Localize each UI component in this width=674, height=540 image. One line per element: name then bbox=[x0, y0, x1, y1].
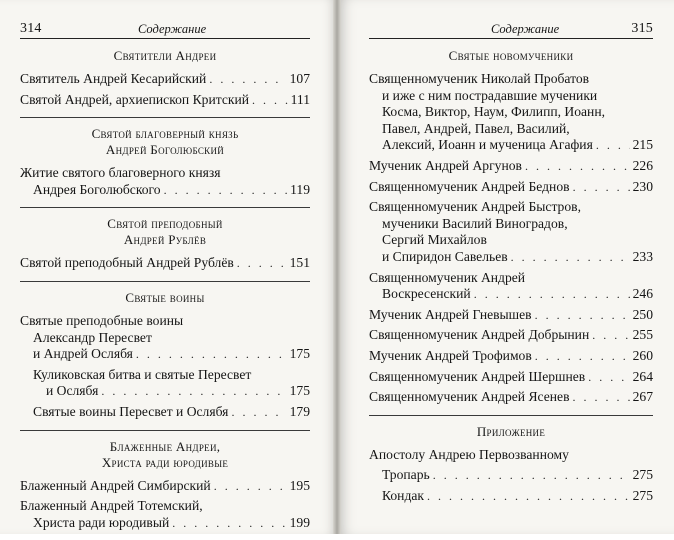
section-title-line: Святой благоверный князь bbox=[91, 126, 239, 142]
leader-dots bbox=[573, 389, 630, 406]
toc-entry-text: и Андрей Ослябя bbox=[33, 346, 133, 362]
toc-page-number: 275 bbox=[632, 467, 653, 483]
toc-entry-text: Алексий, Иоанн и мученица Агафия bbox=[382, 137, 593, 153]
toc-entry[interactable] bbox=[20, 92, 310, 109]
toc-entry-last-line bbox=[369, 286, 653, 303]
leader-dots bbox=[214, 478, 287, 495]
toc-entry[interactable] bbox=[369, 199, 653, 265]
leader-dots bbox=[172, 515, 286, 532]
toc-entry-text: Сергий Михайлов bbox=[382, 232, 487, 248]
toc-section bbox=[20, 431, 310, 540]
leader-dots bbox=[596, 137, 630, 154]
section-title bbox=[20, 439, 310, 471]
section-title bbox=[20, 216, 310, 248]
toc-entry-last-line bbox=[20, 515, 310, 532]
toc-entry-text: Мученик Андрей Аргунов bbox=[369, 157, 522, 173]
section-title bbox=[20, 126, 310, 158]
toc-page-number: 264 bbox=[632, 368, 653, 384]
leader-dots bbox=[231, 404, 286, 421]
book-gutter bbox=[333, 0, 341, 534]
toc-entry-text: Святые преподобные воины bbox=[20, 312, 184, 328]
left-contents bbox=[20, 40, 310, 540]
toc-entry-last-line bbox=[382, 467, 653, 484]
toc-page-number: 267 bbox=[632, 389, 653, 405]
toc-page-number: 179 bbox=[289, 403, 310, 419]
toc-entry-text: Андрея Боголюбского bbox=[33, 181, 161, 197]
toc-entry-text: Блаженный Андрей Тотемский, bbox=[20, 498, 203, 514]
toc-entry[interactable] bbox=[20, 165, 310, 198]
toc-page-number: 275 bbox=[632, 487, 653, 503]
toc-entry-last-line bbox=[20, 182, 310, 199]
left-page-number: 314 bbox=[20, 21, 42, 36]
toc-entry[interactable] bbox=[20, 498, 310, 531]
toc-entry-text: Священномученик Андрей Беднов bbox=[369, 178, 570, 194]
section-title bbox=[369, 424, 653, 440]
toc-entry-text: Священномученик Андрей Добрынин bbox=[369, 327, 590, 343]
toc-entry-text: и Ослябя bbox=[46, 383, 99, 399]
toc-entry[interactable] bbox=[369, 158, 653, 175]
toc-entry[interactable] bbox=[20, 404, 310, 421]
leader-dots bbox=[511, 249, 630, 266]
toc-entry-text: Блаженный Андрей Симбирский bbox=[20, 477, 211, 493]
toc-section bbox=[369, 40, 653, 416]
toc-entry[interactable] bbox=[20, 313, 310, 363]
leader-dots bbox=[136, 346, 287, 363]
leader-dots bbox=[588, 369, 629, 386]
leader-dots bbox=[164, 182, 288, 199]
toc-entry[interactable] bbox=[369, 270, 653, 303]
section-title-line: Блаженные Андреи, bbox=[109, 438, 221, 454]
leader-dots bbox=[433, 467, 630, 484]
toc-section bbox=[20, 208, 310, 282]
toc-entry-last-line bbox=[20, 71, 310, 88]
toc-entry-text: Павел, Андрей, Павел, Василий, bbox=[382, 120, 570, 136]
toc-entry[interactable] bbox=[369, 179, 653, 196]
toc-page-number: 151 bbox=[289, 255, 310, 271]
leader-dots bbox=[101, 383, 286, 400]
toc-entry-last-line bbox=[369, 369, 653, 386]
leader-dots bbox=[427, 488, 630, 505]
toc-entry-last-line bbox=[20, 478, 310, 495]
toc-entry-text: Христа ради юродивый bbox=[33, 514, 170, 530]
toc-entry[interactable] bbox=[369, 389, 653, 406]
toc-entry[interactable] bbox=[20, 255, 310, 272]
toc-entry-text: мученики Василий Виноградов, bbox=[382, 215, 568, 231]
right-page-number: 315 bbox=[631, 21, 653, 36]
left-running-head bbox=[20, 0, 310, 40]
header-rule bbox=[20, 38, 310, 39]
toc-entry-text: Священномученик Андрей Быстров, bbox=[369, 199, 581, 215]
toc-entry-last-line bbox=[369, 307, 653, 324]
toc-entry-last-line bbox=[369, 249, 653, 266]
section-title-line: Святые воины bbox=[125, 289, 205, 305]
left-running-title: Содержание bbox=[138, 22, 207, 36]
toc-entry-last-line bbox=[369, 348, 653, 365]
toc-page-number: 199 bbox=[289, 514, 310, 530]
toc-entry-text: Воскресенский bbox=[382, 286, 471, 302]
toc-entry-text: Святой Андрей, архиепископ Критский bbox=[20, 91, 250, 107]
toc-entry-text: Александр Пересвет bbox=[33, 329, 152, 345]
toc-entry-text: Кондак bbox=[382, 487, 425, 503]
leader-dots bbox=[474, 286, 630, 303]
toc-entry-text: Житие святого благоверного князя bbox=[20, 165, 221, 181]
toc-page-number: 107 bbox=[289, 71, 310, 86]
toc-entry[interactable] bbox=[369, 369, 653, 386]
toc-page-number: 195 bbox=[289, 477, 310, 493]
right-running-title: Содержание bbox=[491, 22, 560, 36]
toc-entry-text: Апостолу Андрею Первозванному bbox=[369, 446, 569, 462]
toc-section bbox=[20, 282, 310, 431]
section-title-line: Святители Андреи bbox=[113, 48, 217, 63]
toc-entry[interactable] bbox=[369, 488, 653, 505]
right-page bbox=[337, 0, 674, 534]
right-contents bbox=[369, 40, 653, 513]
toc-page-number: 175 bbox=[289, 346, 310, 362]
toc-entry-last-line bbox=[20, 92, 310, 109]
section-title-line: Святой преподобный bbox=[107, 216, 223, 232]
leader-dots bbox=[592, 327, 629, 344]
toc-page-number: 175 bbox=[289, 383, 310, 399]
toc-entry-text: и иже с ним пострадавшие мученики bbox=[382, 87, 598, 103]
leader-dots bbox=[237, 255, 287, 272]
section-title-line: Андрей Боголюбский bbox=[105, 142, 225, 158]
toc-entry[interactable] bbox=[369, 467, 653, 484]
leader-dots bbox=[573, 179, 630, 196]
toc-page-number: 119 bbox=[290, 181, 310, 197]
toc-entry-text: Священномученик Андрей Шершнев bbox=[369, 368, 586, 384]
leader-dots bbox=[535, 307, 630, 324]
left-page bbox=[0, 0, 337, 534]
leader-dots bbox=[535, 348, 630, 365]
leader-dots bbox=[525, 158, 630, 175]
toc-entry-text: Мученик Андрей Трофимов bbox=[369, 347, 532, 363]
toc-entry[interactable] bbox=[20, 71, 310, 88]
leader-dots bbox=[209, 71, 286, 88]
toc-entry-text: Святитель Андрей Кесарийский bbox=[20, 71, 207, 86]
toc-entry-last-line bbox=[369, 327, 653, 344]
toc-entry-text: Священномученик Николай Пробатов bbox=[369, 71, 590, 86]
toc-entry-last-line bbox=[20, 255, 310, 272]
toc-entry-last-line bbox=[369, 389, 653, 406]
toc-entry-text: и Спиридон Савельев bbox=[382, 248, 508, 264]
toc-entry-last-line bbox=[33, 383, 310, 400]
toc-entry[interactable] bbox=[369, 307, 653, 324]
right-running-head bbox=[369, 0, 653, 40]
section-title bbox=[369, 48, 653, 64]
toc-section bbox=[369, 416, 653, 514]
toc-section bbox=[20, 40, 310, 118]
toc-entry[interactable] bbox=[369, 348, 653, 365]
toc-entry-text: Святой преподобный Андрей Рублёв bbox=[20, 255, 234, 271]
section-title-line: Святые новомученики bbox=[448, 48, 574, 63]
toc-entry-text: Священномученик Андрей Ясенев bbox=[369, 389, 570, 405]
toc-section bbox=[20, 118, 310, 208]
toc-entry-text: Куликовская битва и святые Пересвет bbox=[33, 366, 252, 382]
toc-entry-last-line bbox=[369, 137, 653, 154]
toc-page-number: 226 bbox=[632, 157, 653, 173]
header-rule bbox=[369, 38, 653, 39]
section-title bbox=[20, 290, 310, 306]
toc-entry-text: Святые воины Пересвет и Ослябя bbox=[33, 403, 229, 419]
section-title bbox=[20, 48, 310, 64]
section-title-line: Приложение bbox=[476, 423, 546, 439]
toc-page-number: 250 bbox=[632, 306, 653, 322]
toc-page-number: 260 bbox=[632, 347, 653, 363]
toc-entry-text: Мученик Андрей Гневышев bbox=[369, 306, 532, 322]
toc-entry-text: Священномученик Андрей bbox=[369, 269, 526, 285]
section-title-line: Христа ради юродивые bbox=[101, 454, 229, 470]
leader-dots bbox=[252, 92, 288, 109]
toc-entry-last-line bbox=[382, 488, 653, 505]
toc-entry-text: Тропарь bbox=[382, 467, 430, 483]
toc-entry[interactable] bbox=[369, 71, 653, 154]
toc-page-number: 255 bbox=[632, 327, 653, 343]
toc-entry-last-line bbox=[369, 158, 653, 175]
section-title-line: Андрей Рублёв bbox=[123, 232, 207, 248]
toc-entry[interactable] bbox=[369, 327, 653, 344]
toc-entry-last-line bbox=[33, 404, 310, 421]
toc-page-number: 233 bbox=[632, 248, 653, 264]
toc-entry[interactable] bbox=[20, 367, 310, 400]
toc-entry-last-line bbox=[369, 179, 653, 196]
toc-entry[interactable] bbox=[20, 478, 310, 495]
toc-entry-last-line bbox=[20, 346, 310, 363]
toc-page-number: 215 bbox=[632, 137, 653, 153]
toc-entry[interactable] bbox=[369, 447, 653, 464]
toc-page-number: 111 bbox=[290, 91, 310, 107]
toc-entry-text: Косма, Виктор, Наум, Филипп, Иоанн, bbox=[382, 104, 606, 120]
toc-page-number: 230 bbox=[632, 178, 653, 194]
toc-page-number: 246 bbox=[632, 286, 653, 302]
